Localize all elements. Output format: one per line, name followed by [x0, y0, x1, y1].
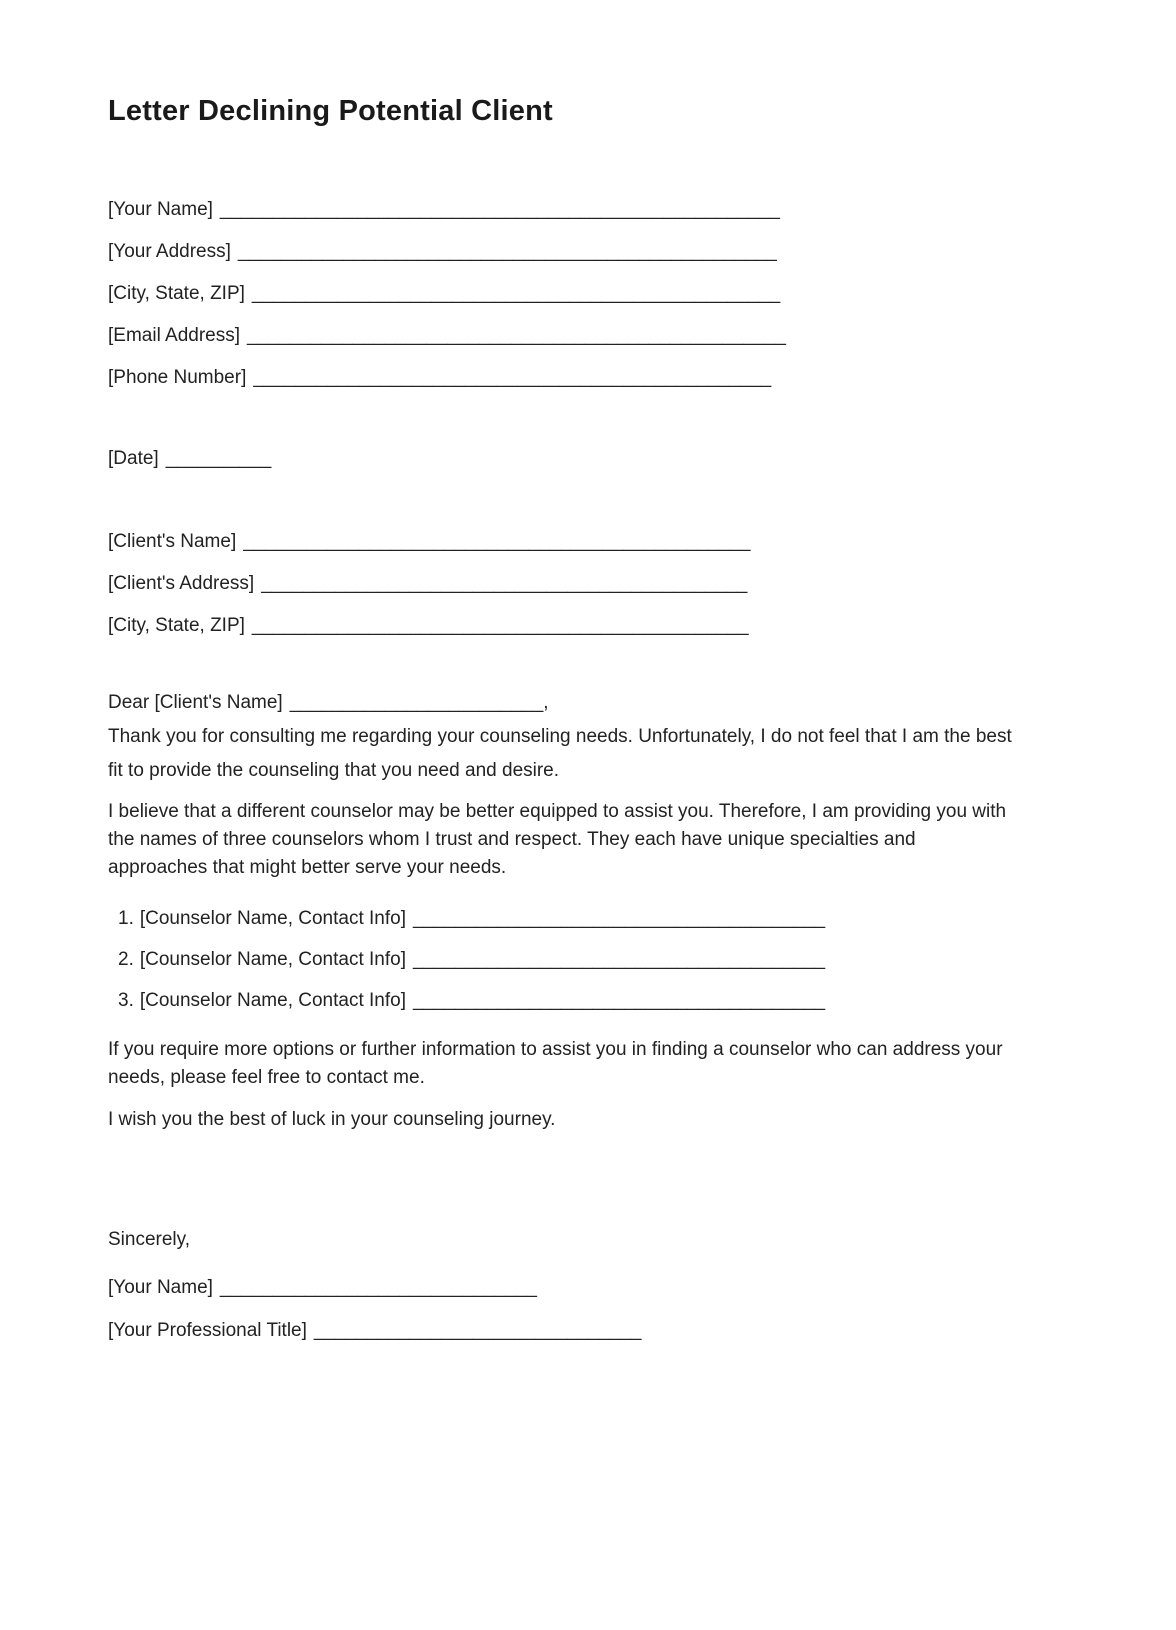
counselor-3-number: 3.: [118, 990, 134, 1011]
sign-off: Sincerely,: [108, 1229, 191, 1250]
sender-city-state-zip-blank-line[interactable]: __________________________________________________: [251, 283, 781, 304]
paragraph-more-options: If you require more options or further information to assist you in finding a counselor who can address your needs, please feel free to contact me.: [108, 1039, 1003, 1088]
salutation-line: [108, 692, 1016, 714]
paragraph-referral: I believe that a different counselor may be better equipped to assist you. Therefore, I am providing you with the names of three counselors whom I trust and respect. They each have unique specialties and approaches that might better serve your needs.: [108, 801, 1007, 878]
field-signature-name: [108, 1277, 1016, 1299]
counselor-item-1: [108, 908, 1016, 930]
email-address-blank-line[interactable]: ___________________________________________________: [247, 325, 786, 346]
paragraph-intro: Thank you for consulting me regarding your counseling needs. Unfortunately, I do not feel that I am the best fit to provide the counseling that you need and desire.: [108, 726, 1012, 781]
field-client-address: [108, 573, 1016, 595]
counselor-2-blank-line[interactable]: _______________________________________: [413, 949, 826, 970]
signature-name-blank-line[interactable]: ______________________________: [219, 1277, 537, 1298]
field-date: [108, 448, 1016, 470]
field-your-address: [108, 241, 1016, 263]
counselor-item-3: [108, 990, 1016, 1012]
professional-title-blank-line[interactable]: _______________________________: [313, 1320, 642, 1341]
your-address-label: [Your Address]: [108, 241, 231, 262]
field-phone-number: [108, 367, 1016, 389]
sender-city-state-zip-label: [City, State, ZIP]: [108, 283, 245, 304]
client-name-blank-line[interactable]: ________________________________________________: [243, 531, 751, 552]
field-client-name: [108, 531, 1016, 553]
client-city-state-zip-blank-line[interactable]: _______________________________________________: [251, 615, 749, 636]
email-address-label: [Email Address]: [108, 325, 240, 346]
closing-section: [108, 1229, 1016, 1342]
salutation-label: Dear [Client's Name]: [108, 692, 283, 713]
field-client-city-state-zip: [108, 615, 1016, 637]
salutation-blank-line[interactable]: ________________________: [289, 692, 544, 713]
phone-number-label: [Phone Number]: [108, 367, 247, 388]
client-address-label: [Client's Address]: [108, 573, 255, 594]
sender-info-section: [108, 199, 1016, 389]
signature-name-label: [Your Name]: [108, 1277, 213, 1298]
counselor-list: [108, 908, 1016, 1012]
field-professional-title: [108, 1320, 1016, 1342]
client-city-state-zip-label: [City, State, ZIP]: [108, 615, 245, 636]
your-address-blank-line[interactable]: ___________________________________________________: [237, 241, 777, 262]
letter-body: [108, 692, 1016, 1134]
salutation-comma: ,: [543, 692, 549, 713]
client-info-section: [108, 531, 1016, 637]
counselor-2-number: 2.: [118, 949, 134, 970]
counselor-3-blank-line[interactable]: _______________________________________: [413, 990, 826, 1011]
professional-title-label: [Your Professional Title]: [108, 1320, 307, 1341]
counselor-1-blank-line[interactable]: _______________________________________: [413, 908, 826, 929]
counselor-1-label: [Counselor Name, Contact Info]: [139, 908, 406, 929]
page-title: Letter Declining Potential Client: [108, 95, 553, 127]
client-name-label: [Client's Name]: [108, 531, 237, 552]
counselor-1-number: 1.: [118, 908, 134, 929]
your-name-label: [Your Name]: [108, 199, 213, 220]
phone-number-blank-line[interactable]: _________________________________________________: [253, 367, 772, 388]
paragraph-well-wishes: I wish you the best of luck in your counseling journey.: [108, 1109, 556, 1130]
field-sender-city-state-zip: [108, 283, 1016, 305]
counselor-item-2: [108, 949, 1016, 971]
field-your-name: [108, 199, 1016, 221]
counselor-3-label: [Counselor Name, Contact Info]: [139, 990, 406, 1011]
client-address-blank-line[interactable]: ______________________________________________: [261, 573, 748, 594]
date-blank-line[interactable]: __________: [165, 448, 272, 469]
date-label: [Date]: [108, 448, 159, 469]
your-name-blank-line[interactable]: _____________________________________________________: [219, 199, 780, 220]
field-email-address: [108, 325, 1016, 347]
counselor-2-label: [Counselor Name, Contact Info]: [139, 949, 406, 970]
